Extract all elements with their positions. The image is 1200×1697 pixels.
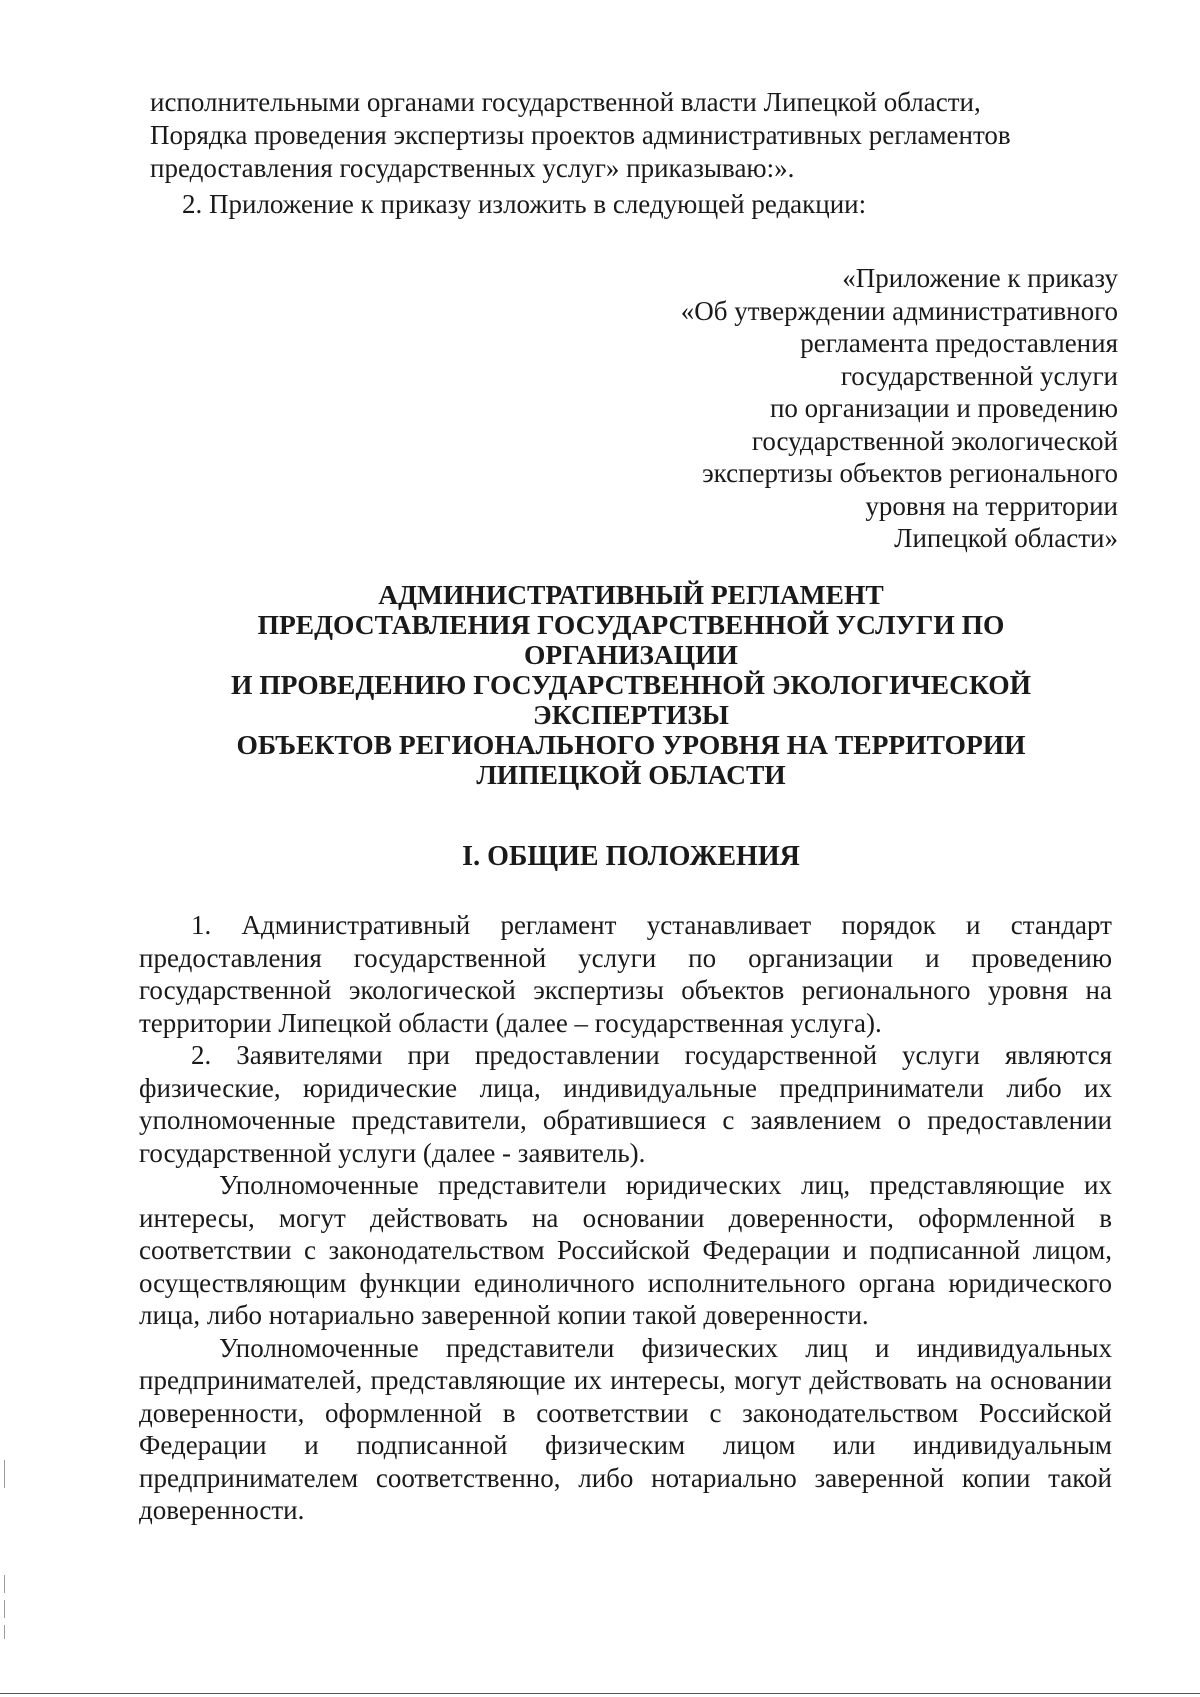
scan-artifact (4, 1600, 5, 1618)
appendix-header (558, 262, 1118, 555)
title-line: АДМИНИСТРАТИВНЫЙ РЕГЛАМЕНТ (378, 579, 884, 610)
appendix-line: регламента предоставления (800, 328, 1118, 358)
scan-artifact (4, 1625, 5, 1639)
preamble-line-3: предоставления государственных услуг» приказываю:». (150, 153, 795, 183)
title-line: ПРЕДОСТАВЛЕНИЯ ГОСУДАРСТВЕННОЙ УСЛУГИ ПО (257, 609, 1005, 640)
regulation-title (150, 580, 1112, 790)
order-item-2: 2. Приложение к приказу изложить в следующей редакции: (182, 189, 867, 219)
title-line: ЛИПЕЦКОЙ ОБЛАСТИ (476, 759, 786, 790)
appendix-line: экспертизы объектов регионального (702, 458, 1118, 488)
appendix-line: по организации и проведению (769, 393, 1118, 423)
appendix-line: уровня на территории (865, 490, 1118, 521)
preamble-line-2: Порядка проведения экспертизы проектов административных регламентов (150, 120, 1011, 150)
appendix-line: «Приложение к приказу (842, 263, 1118, 293)
appendix-line: государственной услуги (840, 360, 1118, 391)
title-line: ОРГАНИЗАЦИИ (524, 639, 738, 670)
paragraph-3: Уполномоченные представители юридических лиц, представляющие их интересы, могут действовать на основании доверенности, оформленной в соответствии с законодательством Российской Федерации и подписанной лицом, осуществляющим функции единоличного исполнительного органа юридического лица, либо нотариально заверенной копии такой доверенности. (139, 1170, 1112, 1330)
paragraph-1: 1. Административный регламент устанавливает порядок и стандарт предоставления государственной услуги по организации и проведению государственной экологической экспертизы объектов регионального уровня на территории Липецкой области (далее – государственная услуга). (139, 910, 1112, 1038)
scan-artifact (4, 1460, 5, 1488)
scan-artifact (4, 1575, 5, 1593)
section-body (139, 909, 1112, 1527)
section-heading: I. ОБЩИЕ ПОЛОЖЕНИЯ (462, 841, 800, 872)
appendix-line: «Об утверждении административного (680, 295, 1118, 326)
preamble-continuation (150, 86, 1112, 185)
appendix-line: государственной экологической (751, 425, 1118, 456)
title-line: ОБЪЕКТОВ РЕГИОНАЛЬНОГО УРОВНЯ НА ТЕРРИТОРИИ (236, 729, 1026, 760)
appendix-line: Липецкой области» (894, 523, 1118, 553)
page-bottom-edge (0, 1693, 1200, 1694)
preamble-line-1: исполнительными органами государственной власти Липецкой области, (150, 87, 981, 117)
paragraph-4: Уполномоченные представители физических лиц и индивидуальных предпринимателей, представляющие их интересы, могут действовать на основании доверенности, оформленной в соответствии с законодательством Российской Федерации и подписанной физическим лицом или индивидуальным предпринимателем соответственно, либо нотариально заверенной копии такой доверенности. (139, 1332, 1112, 1525)
title-line: И ПРОВЕДЕНИЮ ГОСУДАРСТВЕННОЙ ЭКОЛОГИЧЕСКОЙ (230, 669, 1032, 700)
paragraph-2: 2. Заявителями при предоставлении государственной услуги являются физические, юридические лица, индивидуальные предприниматели либо их уполномоченные представители, обратившиеся с заявлением о предоставлении государственной услуги (далее - заявитель). (139, 1040, 1112, 1168)
title-line: ЭКСПЕРТИЗЫ (533, 699, 729, 730)
